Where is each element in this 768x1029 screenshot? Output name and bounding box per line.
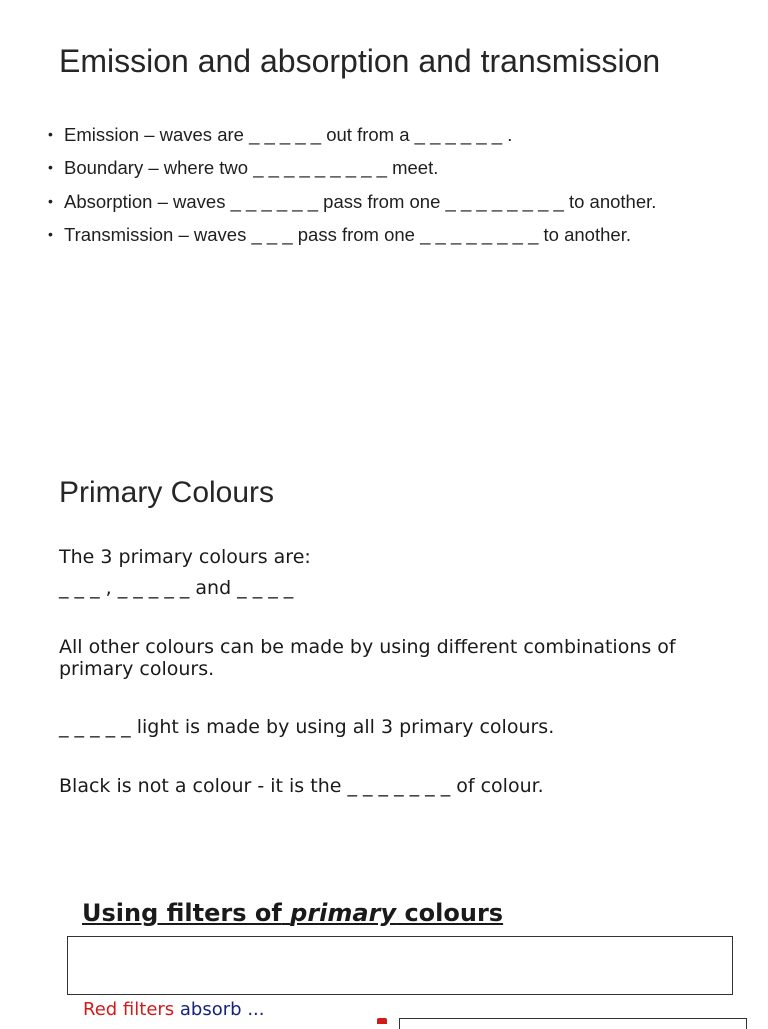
red-filter-icon (377, 1018, 387, 1024)
ellipsis: ... (247, 999, 265, 1020)
absorb-label: absorb (179, 999, 242, 1020)
emission-bullet-list (48, 118, 656, 251)
filters-answer-box[interactable] (67, 936, 733, 995)
black-colour-text: Black is not a colour - it is the _ _ _ _ _ _ _ of colour. (59, 775, 544, 797)
bullet-boundary (48, 151, 656, 184)
red-filters-label: Red filters (83, 999, 175, 1020)
section-title-emission: Emission and absorption and transmission (59, 43, 661, 79)
red-filters-line (83, 999, 265, 1020)
other-colours-text: All other colours can be made by using different combinations of primary colours. (59, 636, 676, 680)
bullet-icon: • (48, 192, 53, 209)
filters-title-prefix: Using filters of (82, 899, 282, 927)
bullet-absorption-text: Absorption – waves _ _ _ _ _ _ pass from one _ _ _ _ _ _ _ _ to another. (64, 190, 657, 212)
bullet-icon: • (48, 126, 53, 142)
bullet-transmission-text: Transmission – waves _ _ _ pass from one _ _ _ _ _ _ _ _ to another. (64, 223, 631, 245)
primary-colours-intro: The 3 primary colours are: (59, 546, 311, 568)
bullet-emission-text: Emission – waves are _ _ _ _ _ out from a _ _ _ _ _ _ . (64, 124, 513, 145)
filters-title-suffix: colours (404, 899, 504, 927)
primary-colours-blanks: _ _ _ , _ _ _ _ _ and _ _ _ _ (59, 577, 294, 599)
section-title-filters (82, 899, 503, 927)
white-light-text: _ _ _ _ _ light is made by using all 3 primary colours. (59, 716, 555, 738)
filters-title-emph: primary (290, 899, 397, 927)
bullet-boundary-text: Boundary – where two _ _ _ _ _ _ _ _ _ meet. (64, 157, 439, 179)
bullet-icon: • (48, 159, 53, 176)
bullet-absorption (48, 185, 656, 218)
bullet-icon: • (48, 225, 53, 242)
bullet-transmission (48, 218, 656, 251)
bullet-emission (48, 118, 656, 151)
section-title-primary-colours: Primary Colours (59, 476, 275, 509)
